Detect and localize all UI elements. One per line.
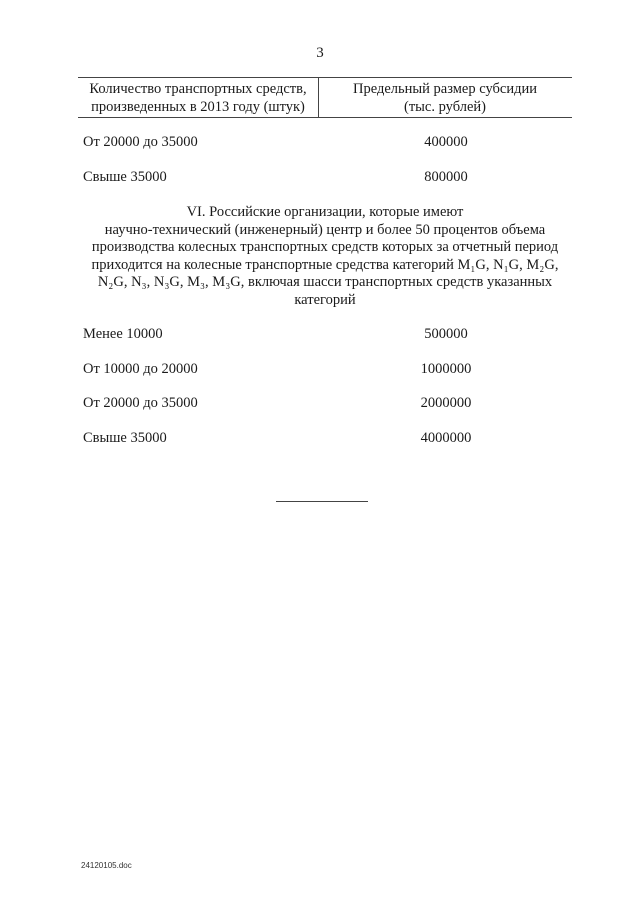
table-header-bottom-rule	[78, 117, 572, 118]
section-vi-line2: научно-технический (инженерный) центр и более 50 процентов объема	[104, 221, 546, 238]
section-vi-line6: категорий	[294, 291, 356, 308]
section-vi-line1: VI. Российские организации, которые имеют	[186, 204, 464, 220]
table-row	[0, 393, 640, 413]
row-value: 1000000	[420, 361, 472, 377]
table-header-subsidy	[320, 80, 570, 116]
table-top-rule	[78, 77, 572, 78]
row-label: От 20000 до 35000	[83, 134, 198, 150]
end-of-text-rule	[276, 501, 368, 502]
header-subsidy-line1: Предельный размер субсидии	[353, 81, 537, 97]
table-row	[0, 167, 640, 187]
row-label: Менее 10000	[83, 326, 163, 342]
row-label: Свыше 35000	[83, 169, 167, 185]
row-value: 400000	[424, 134, 468, 150]
header-quantity-line2: произведенных в 2013 году (штук)	[91, 99, 305, 115]
table-header-quantity	[80, 80, 316, 116]
row-label: От 20000 до 35000	[83, 395, 198, 411]
section-vi-line5: N₂G, N₃, N₃G, M₃, M₃G, включая шасси транспортных средств указанных	[97, 274, 553, 290]
table-row	[0, 324, 640, 344]
document-file-code: 24120105.doc	[81, 861, 132, 870]
table-row	[0, 359, 640, 379]
table-row	[0, 428, 640, 448]
row-value: 800000	[424, 169, 468, 185]
page-number: 3	[316, 45, 324, 61]
section-vi-line3: производства колесных транспортных средств которых за отчетный период	[91, 239, 559, 255]
table-row	[0, 132, 640, 152]
header-subsidy-line2: (тыс. рублей)	[404, 99, 486, 115]
section-vi-line4: приходится на колесные транспортные средства категорий M₁G, N₁G, M₂G,	[91, 256, 559, 273]
section-vi-heading	[80, 204, 570, 309]
row-value: 4000000	[420, 430, 472, 446]
row-value: 500000	[424, 326, 468, 342]
table-column-divider	[318, 77, 319, 117]
header-quantity-line1: Количество транспортных средств,	[89, 81, 307, 97]
row-value: 2000000	[420, 395, 472, 411]
row-label: Свыше 35000	[83, 430, 167, 446]
row-label: От 10000 до 20000	[83, 361, 198, 377]
